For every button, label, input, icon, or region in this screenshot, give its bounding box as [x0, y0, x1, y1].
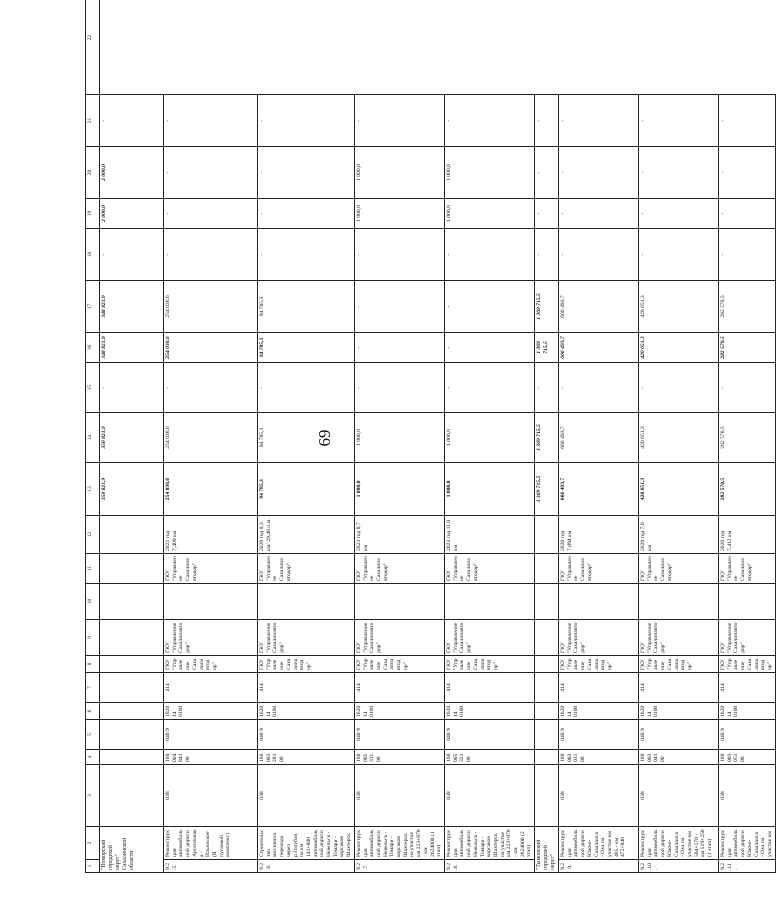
- value-cell-c4: [535, 765, 559, 827]
- value-cell-c21: 1 000,0: [444, 147, 534, 199]
- column-number-cell: 18: [86, 229, 100, 281]
- value-cell-c5: 160004 84100: [164, 750, 258, 765]
- value-cell-c12: [100, 554, 164, 584]
- column-number-cell: 2: [86, 827, 100, 860]
- value-cell-c21: -: [638, 147, 718, 199]
- column-number-cell: 8: [86, 656, 100, 673]
- value-cell-c22: -: [718, 95, 775, 147]
- value-cell-c22: -: [444, 95, 534, 147]
- column-number-row: [86, 0, 100, 873]
- value-cell-c10: ГКУ "Управление Сахалинавтодор": [718, 620, 775, 656]
- value-cell-c10: ГКУ "Управление Сахалинавтодор": [444, 620, 534, 656]
- value-cell-c9: ГКУ "Управление Сахалинавтодор": [444, 656, 534, 673]
- value-cell-c11: [100, 584, 164, 620]
- table-row: [558, 0, 638, 873]
- value-cell-c18: 282 570,5: [718, 281, 775, 333]
- value-cell-c17: 94 785,3: [258, 333, 355, 363]
- value-cell-c15: 1 369 715,5: [535, 413, 559, 463]
- value-cell-c7: 162014 0100: [354, 703, 444, 720]
- object-name-cell: Реконструкция автомобильной дороги Южно-Сахалинск - Оха на участке км: [718, 827, 775, 860]
- value-cell-c13: [100, 516, 164, 554]
- value-cell-c18: 348 821,9: [100, 281, 164, 333]
- value-cell-c17: 420 651,3: [638, 333, 718, 363]
- value-cell-c7: 162014 0100: [638, 703, 718, 720]
- value-cell-c6: 040 9: [258, 720, 355, 750]
- value-cell-c20: -: [558, 199, 638, 229]
- value-cell-c18: -: [354, 281, 444, 333]
- value-cell-c15: 350 821,9: [100, 413, 164, 463]
- value-cell-c10: ГКУ "Управление Сахалинавтодор": [638, 620, 718, 656]
- column-number-cell: 14: [86, 413, 100, 463]
- value-cell-c9: ГКУ "Управление Сахалинавтодор": [258, 656, 355, 673]
- value-cell-c12: ГКУ "Управление Сахалинавтодор": [444, 554, 534, 584]
- value-cell-c13: 2021 год 7,409 км: [164, 516, 258, 554]
- row-number-cell: 9.2.5.: [164, 860, 258, 873]
- value-cell-c4: [100, 765, 164, 827]
- value-cell-c16: -: [638, 363, 718, 413]
- value-cell-c8: 414: [638, 673, 718, 703]
- column-number-cell: 21: [86, 95, 100, 147]
- value-cell-c19: -: [164, 229, 258, 281]
- value-cell-c5: 160003 04100: [638, 750, 718, 765]
- value-cell-c14: 282 570,5: [718, 463, 775, 516]
- table-row: [258, 0, 355, 873]
- table-body: [86, 0, 776, 873]
- value-cell-c17: 254 036,6: [164, 333, 258, 363]
- value-cell-c10: [100, 620, 164, 656]
- value-cell-c19: -: [258, 229, 355, 281]
- value-cell-c5: 160003 28100: [258, 750, 355, 765]
- table-row: [535, 0, 559, 873]
- table-row: [164, 0, 258, 873]
- page-number: 69: [315, 429, 334, 447]
- value-cell-c22: -: [638, 95, 718, 147]
- value-cell-c14: 1 369 715,5: [535, 463, 559, 516]
- table-row: [354, 0, 444, 873]
- object-name-cell: Реконструкция автомобильной дороги Невельск - Томари - корсаков Шахтерск на участке км 223+870 - км 2624000 (2 этап): [444, 827, 534, 860]
- value-cell-c10: [535, 620, 559, 656]
- value-cell-c19: -: [718, 229, 775, 281]
- value-cell-c12: ГКУ "Управление Сахалинавтодор": [718, 554, 775, 584]
- section-title-cell: "Тымовский городской округ": [535, 827, 559, 873]
- value-cell-c5: 160005 31100: [354, 750, 444, 765]
- value-cell-c9: ГКУ "Управление Сахалинавтодор": [558, 656, 638, 673]
- value-cell-c18: 254 036,6: [164, 281, 258, 333]
- value-cell-c16: -: [718, 363, 775, 413]
- value-cell-c9: [535, 656, 559, 673]
- value-cell-c22: -: [558, 95, 638, 147]
- value-cell-c10: ГКУ "Управление Сахалинавтодор": [558, 620, 638, 656]
- column-number-cell: 17: [86, 281, 100, 333]
- value-cell-c5: 160005 32100: [444, 750, 534, 765]
- row-number-cell: 9.2.8.: [444, 860, 534, 873]
- value-cell-c9: ГКУ "Управление Сахалинавтодор": [164, 656, 258, 673]
- row-number-cell: 9.2.10.: [638, 860, 718, 873]
- value-cell-c9: ГКУ "Управление Сахалинавтодор": [638, 656, 718, 673]
- value-cell-c18: 666 493,7: [558, 281, 638, 333]
- value-cell-c8: 414: [354, 673, 444, 703]
- value-cell-c14: 350 821,9: [100, 463, 164, 516]
- object-name-cell: Реконструкция автомобильной дороги Южно-Сахалинск - Оха на участке км 504+170 - км 519+250 (1 этап): [638, 827, 718, 860]
- value-cell-c14: 420 651,3: [638, 463, 718, 516]
- value-cell-c15: 1 000,0: [354, 413, 444, 463]
- value-cell-c15: 254 036,6: [164, 413, 258, 463]
- column-number-cell: 7: [86, 673, 100, 703]
- rotated-table-container: [85, 34, 773, 873]
- column-number-cell: 1: [86, 860, 100, 873]
- value-cell-c14: 94 785,3: [258, 463, 355, 516]
- value-cell-c21: -: [558, 147, 638, 199]
- value-cell-c12: ГКУ "Управление Сахалинавтодор": [354, 554, 444, 584]
- value-cell-c12: ГКУ "Управление Сахалинавтодор": [164, 554, 258, 584]
- value-cell-c10: ГКУ "Управление Сахалинавтодор": [164, 620, 258, 656]
- value-cell-c19: -: [100, 229, 164, 281]
- value-cell-c7: 162014 0100: [718, 703, 775, 720]
- value-cell-c6: 040 9: [354, 720, 444, 750]
- value-cell-c6: 040 9: [444, 720, 534, 750]
- value-cell-c5: [100, 750, 164, 765]
- value-cell-c6: 040 9: [164, 720, 258, 750]
- value-cell-c11: [354, 584, 444, 620]
- column-number-cell: 3: [86, 765, 100, 827]
- value-cell-c8: 414: [444, 673, 534, 703]
- value-cell-c15: 282 570,5: [718, 413, 775, 463]
- value-cell-c8: [100, 673, 164, 703]
- value-cell-c13: 2020 год 7,894 км: [558, 516, 638, 554]
- value-cell-c7: 162014 0100: [444, 703, 534, 720]
- value-cell-c19: -: [444, 229, 534, 281]
- value-cell-c19: -: [638, 229, 718, 281]
- value-cell-c21: 2 000,0: [100, 147, 164, 199]
- value-cell-c20: 1 000,0: [444, 199, 534, 229]
- value-cell-c20: -: [535, 199, 559, 229]
- value-cell-c20: -: [164, 199, 258, 229]
- value-cell-c12: ГКУ "Управление Сахалинавтодор": [258, 554, 355, 584]
- value-cell-c22: -: [354, 95, 444, 147]
- object-name-cell: Реконструкция автомобильной дороги Южно-Сахалинск - Оха на участке км 465 - км 472+840: [558, 827, 638, 860]
- object-name-cell: Реконструкция автомобильной дороги Арсентьевка - Ильинское (II пусковой комплекс): [164, 827, 258, 860]
- value-cell-c5: 160003 03100: [558, 750, 638, 765]
- value-cell-c7: 162014 0100: [258, 703, 355, 720]
- value-cell-c14: 1 000,0: [354, 463, 444, 516]
- value-cell-c16: -: [100, 363, 164, 413]
- value-cell-c17: 348 821,9: [100, 333, 164, 363]
- value-cell-c8: 414: [164, 673, 258, 703]
- value-cell-c10: ГКУ "Управление Сахалинавтодор": [258, 620, 355, 656]
- value-cell-c20: -: [638, 199, 718, 229]
- value-cell-c21: -: [535, 147, 559, 199]
- value-cell-c14: 254 036,6: [164, 463, 258, 516]
- value-cell-c14: 666 493,7: [558, 463, 638, 516]
- row-number-cell: 9.2.11.: [718, 860, 775, 873]
- column-number-cell: 13: [86, 463, 100, 516]
- value-cell-c19: -: [558, 229, 638, 281]
- value-cell-c15: 94 785,3: [258, 413, 355, 463]
- row-number-cell: 9.2.7.: [354, 860, 444, 873]
- value-cell-c11: [258, 584, 355, 620]
- value-cell-c12: [535, 554, 559, 584]
- value-cell-c5: [535, 750, 559, 765]
- value-cell-c20: -: [718, 199, 775, 229]
- column-number-cell: 4: [86, 750, 100, 765]
- value-cell-c18: 1 369 715,5: [535, 281, 559, 333]
- value-cell-c8: 414: [258, 673, 355, 703]
- value-cell-c16: -: [444, 363, 534, 413]
- value-cell-c17: 666 493,7: [558, 333, 638, 363]
- value-cell-c7: [535, 703, 559, 720]
- value-cell-c6: 040 9: [638, 720, 718, 750]
- value-cell-c21: -: [718, 147, 775, 199]
- budget-table: [85, 0, 776, 873]
- value-cell-c9: ГКУ "Управление Сахалинавтодор": [354, 656, 444, 673]
- value-cell-c21: -: [164, 147, 258, 199]
- value-cell-c11: [164, 584, 258, 620]
- column-number-cell: 19: [86, 199, 100, 229]
- value-cell-c7: [100, 703, 164, 720]
- value-cell-c19: -: [354, 229, 444, 281]
- value-cell-c17: 1 369 715,5: [535, 333, 559, 363]
- object-name-cell: Строительство мостового перехода через р.Голубая на км 141+800 автомобильной дороги Невельск - Томари - корсаков Шахтерск: [258, 827, 355, 860]
- value-cell-c15: 1 000,0: [444, 413, 534, 463]
- value-cell-c17: -: [354, 333, 444, 363]
- value-cell-c22: -: [535, 95, 559, 147]
- value-cell-c13: 2023 год 11,0 км: [444, 516, 534, 554]
- value-cell-c9: ГКУ "Управление Сахалинавтодор": [718, 656, 775, 673]
- value-cell-c16: -: [558, 363, 638, 413]
- value-cell-c14: 1 000,0: [444, 463, 534, 516]
- value-cell-c19: -: [535, 229, 559, 281]
- column-number-cell: 6: [86, 703, 100, 720]
- row-number-cell: 9.2.9.: [558, 860, 638, 873]
- value-cell-c6: [100, 720, 164, 750]
- value-cell-c4: 038: [638, 765, 718, 827]
- value-cell-c8: [535, 673, 559, 703]
- value-cell-c12: ГКУ "Управление Сахалинавтодор": [638, 554, 718, 584]
- value-cell-c20: -: [258, 199, 355, 229]
- value-cell-c13: 2020 год 7,412 км: [718, 516, 775, 554]
- value-cell-c15: 666 493,7: [558, 413, 638, 463]
- value-cell-c13: [535, 516, 559, 554]
- value-cell-c18: -: [444, 281, 534, 333]
- column-number-cell: 10: [86, 584, 100, 620]
- value-cell-c11: [638, 584, 718, 620]
- table-row: [444, 0, 534, 873]
- value-cell-c9: [100, 656, 164, 673]
- value-cell-c4: 038: [444, 765, 534, 827]
- value-cell-c13: 2020 год 7,0 км: [638, 516, 718, 554]
- value-cell-c4: 038: [558, 765, 638, 827]
- column-number-cell: 15: [86, 363, 100, 413]
- value-cell-c20: 2 000,0: [100, 199, 164, 229]
- value-cell-c7: 162014 0100: [164, 703, 258, 720]
- value-cell-c6: 040 9: [558, 720, 638, 750]
- value-cell-c11: [444, 584, 534, 620]
- column-number-cell: 5: [86, 720, 100, 750]
- value-cell-c4: 038: [354, 765, 444, 827]
- value-cell-c16: -: [258, 363, 355, 413]
- value-cell-c15: 420 651,3: [638, 413, 718, 463]
- value-cell-c4: 038: [258, 765, 355, 827]
- value-cell-c8: 414: [558, 673, 638, 703]
- value-cell-c16: -: [164, 363, 258, 413]
- value-cell-c22: -: [164, 95, 258, 147]
- value-cell-c18: 420 651,3: [638, 281, 718, 333]
- column-number-cell: 12: [86, 516, 100, 554]
- value-cell-c11: [718, 584, 775, 620]
- value-cell-c6: [535, 720, 559, 750]
- column-number-cell: 16: [86, 333, 100, 363]
- value-cell-c5: 160003 05100: [718, 750, 775, 765]
- table-row: [638, 0, 718, 873]
- value-cell-c4: 038: [718, 765, 775, 827]
- value-cell-c8: 414: [718, 673, 775, 703]
- value-cell-c22: -: [258, 95, 355, 147]
- value-cell-c17: -: [444, 333, 534, 363]
- section-title-cell: "Поморский городской округ" Сахалинской области: [100, 827, 164, 873]
- column-number-cell: 11: [86, 554, 100, 584]
- value-cell-c22: -: [100, 95, 164, 147]
- value-cell-c16: -: [354, 363, 444, 413]
- value-cell-c21: 1 000,0: [354, 147, 444, 199]
- column-number-cell: 22: [86, 0, 100, 95]
- table-row: [100, 0, 164, 873]
- value-cell-c21: -: [258, 147, 355, 199]
- object-name-cell: Реконструкция автомобильной дороги Невельск - Томари - корсаков Шахтерск на участке км 223+870 - км 2624000 (1 этап): [354, 827, 444, 860]
- value-cell-c4: 038: [164, 765, 258, 827]
- column-number-cell: 20: [86, 147, 100, 199]
- value-cell-c17: 282 570,5: [718, 333, 775, 363]
- table-row: [718, 0, 775, 873]
- column-number-cell: 9: [86, 620, 100, 656]
- value-cell-c7: 162014 0100: [558, 703, 638, 720]
- row-number-cell: 9.2.6.: [258, 860, 355, 873]
- value-cell-c16: -: [535, 363, 559, 413]
- value-cell-c10: ГКУ "Управление Сахалинавтодор": [354, 620, 444, 656]
- value-cell-c11: [535, 584, 559, 620]
- value-cell-c20: 1 000,0: [354, 199, 444, 229]
- value-cell-c12: ГКУ "Управление Сахалинавтодор": [558, 554, 638, 584]
- value-cell-c13: 2020 год 0,3 км/ 29,48 п.м.: [258, 516, 355, 554]
- value-cell-c6: 040 9: [718, 720, 775, 750]
- value-cell-c11: [558, 584, 638, 620]
- value-cell-c13: 2023 год 8,7 км: [354, 516, 444, 554]
- value-cell-c18: 94 785,3: [258, 281, 355, 333]
